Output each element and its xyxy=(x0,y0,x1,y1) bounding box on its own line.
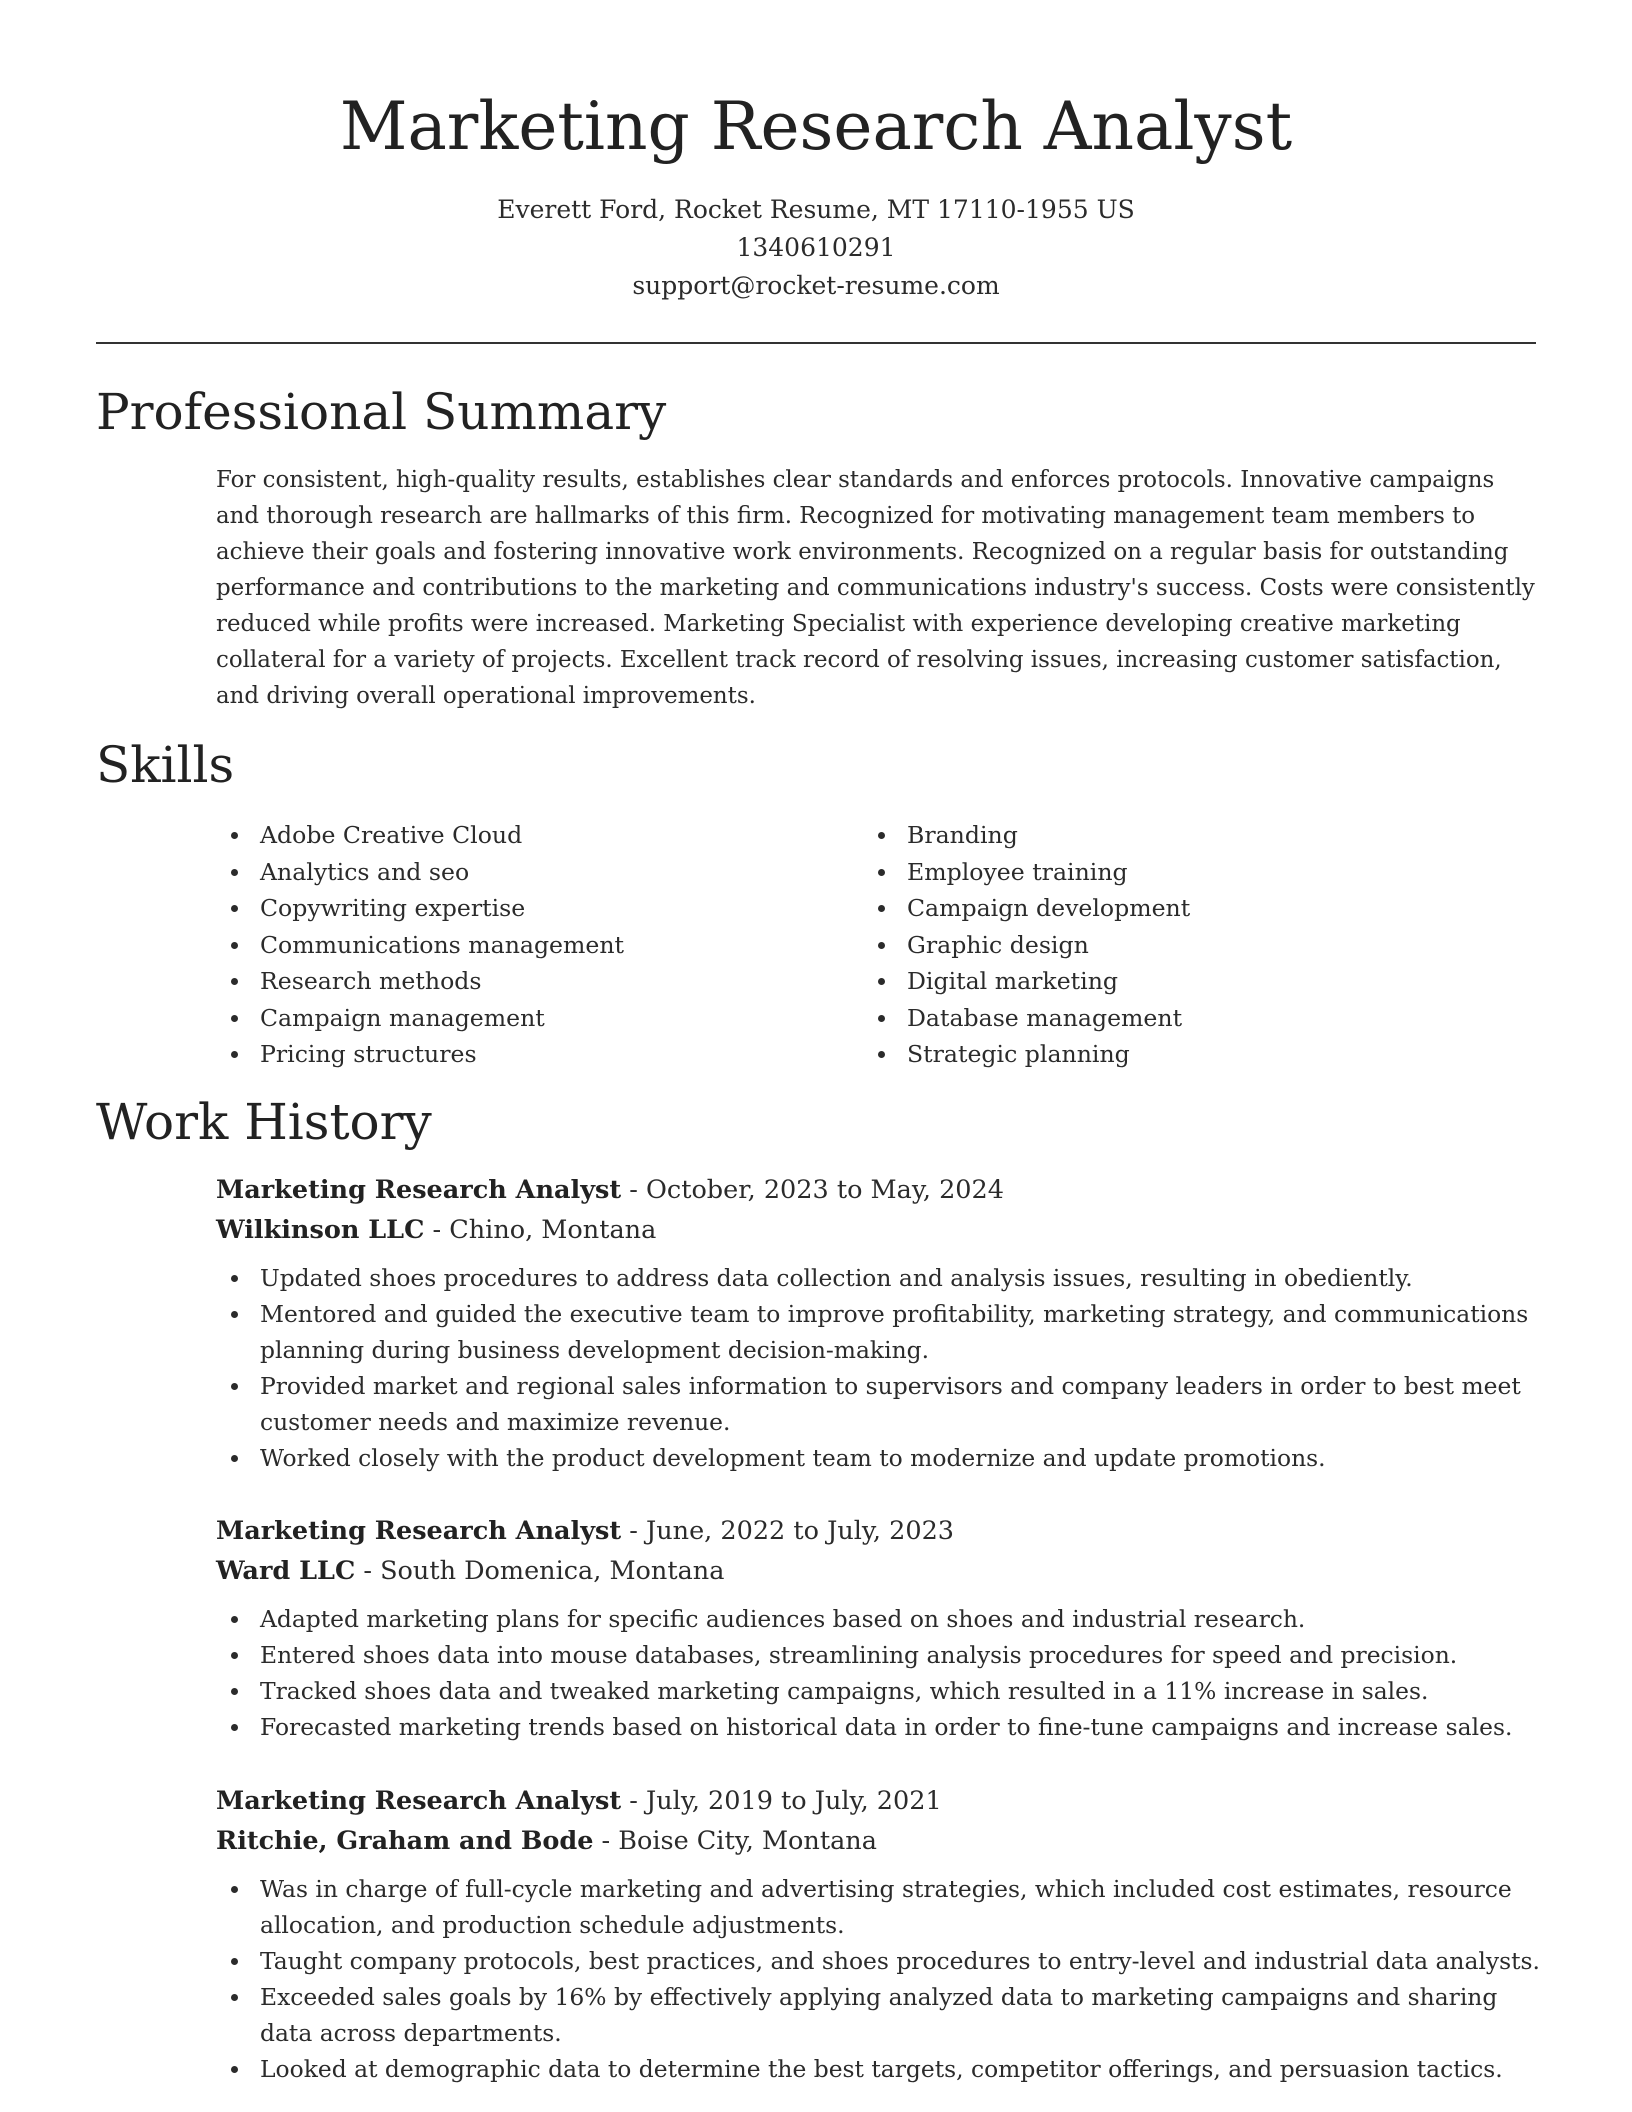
job-bullet: Taught company protocols, best practices, and shoes procedures to entry-level and industrial data analysts. xyxy=(216,1943,1542,1979)
job-title: Marketing Research Analyst xyxy=(216,1516,622,1546)
job-title-line: Marketing Research Analyst - July, 2019 to July, 2021 xyxy=(216,1786,942,1816)
skill-item: Campaign development xyxy=(863,890,1190,927)
job-dates: October, 2023 to May, 2024 xyxy=(646,1175,1004,1205)
job-bullet: Provided market and regional sales information to supervisors and company leaders in order to best meet customer needs and maximize revenue. xyxy=(216,1368,1542,1440)
job-company: Ritchie, Graham and Bode xyxy=(216,1826,594,1856)
skill-item: Branding xyxy=(863,817,1190,854)
job-bullet: Exceeded sales goals by 16% by effectively applying analyzed data to marketing campaigns and sharing data across departments. xyxy=(216,1979,1542,2051)
job-company-line: Ritchie, Graham and Bode - Boise City, Montana xyxy=(216,1826,877,1856)
contact-info xyxy=(0,191,1632,305)
job-bullet: Looked at demographic data to determine the best targets, competitor offerings, and persuasion tactics. xyxy=(216,2051,1542,2087)
job-bullet: Updated shoes procedures to address data collection and analysis issues, resulting in obediently. xyxy=(216,1260,1542,1296)
job-bullet: Mentored and guided the executive team to improve profitability, marketing strategy, and communications planning during business development decision-making. xyxy=(216,1296,1542,1368)
job-dates: July, 2019 to July, 2021 xyxy=(646,1786,942,1816)
job-bullet: Entered shoes data into mouse databases, streamlining analysis procedures for speed and precision. xyxy=(216,1637,1542,1673)
job-bullet: Was in charge of full-cycle marketing and advertising strategies, which included cost estimates, resource allocation, and production schedule adjustments. xyxy=(216,1871,1542,1943)
job-location: South Domenica, Montana xyxy=(380,1556,725,1586)
job-company-line: Ward LLC - South Domenica, Montana xyxy=(216,1556,725,1586)
skill-item: Database management xyxy=(863,1000,1190,1037)
skills-heading: Skills xyxy=(96,736,235,794)
skill-item: Research methods xyxy=(216,963,624,1000)
job-bullets xyxy=(216,1601,1542,1745)
job-company-line: Wilkinson LLC - Chino, Montana xyxy=(216,1215,657,1245)
job-bullet: Tracked shoes data and tweaked marketing campaigns, which resulted in a 11% increase in sales. xyxy=(216,1673,1542,1709)
contact-phone: 1340610291 xyxy=(736,233,896,262)
job-company: Ward LLC xyxy=(216,1556,356,1586)
skill-item: Copywriting expertise xyxy=(216,890,624,927)
skill-item: Communications management xyxy=(216,927,624,964)
summary-heading: Professional Summary xyxy=(96,383,667,441)
skill-item: Adobe Creative Cloud xyxy=(216,817,624,854)
skill-item: Employee training xyxy=(863,854,1190,891)
job-location: Chino, Montana xyxy=(449,1215,657,1245)
skill-item: Analytics and seo xyxy=(216,854,624,891)
job-title: Marketing Research Analyst xyxy=(216,1786,622,1816)
job-bullet: Worked closely with the product development team to modernize and update promotions. xyxy=(216,1440,1542,1476)
job-bullets xyxy=(216,1871,1542,2087)
work-history-heading: Work History xyxy=(96,1093,432,1151)
skills-list-left xyxy=(216,817,624,1073)
job-bullets xyxy=(216,1260,1542,1476)
skill-item: Graphic design xyxy=(863,927,1190,964)
contact-address: Everett Ford, Rocket Resume, MT 17110-1955 US xyxy=(497,195,1135,224)
skill-item: Digital marketing xyxy=(863,963,1190,1000)
job-company: Wilkinson LLC xyxy=(216,1215,425,1245)
job-location: Boise City, Montana xyxy=(618,1826,877,1856)
job-title: Marketing Research Analyst xyxy=(216,1175,622,1205)
job-entry xyxy=(216,1170,1542,1476)
job-title-line: Marketing Research Analyst - June, 2022 to July, 2023 xyxy=(216,1516,955,1546)
header-divider xyxy=(96,342,1536,344)
skill-item: Campaign management xyxy=(216,1000,624,1037)
skill-item: Pricing structures xyxy=(216,1036,624,1073)
job-entry xyxy=(216,1781,1542,2087)
job-entry xyxy=(216,1511,1542,1745)
contact-email: support@rocket-resume.com xyxy=(632,271,1000,300)
job-bullet: Forecasted marketing trends based on historical data in order to fine-tune campaigns and increase sales. xyxy=(216,1709,1542,1745)
skill-item: Strategic planning xyxy=(863,1036,1190,1073)
job-title-line: Marketing Research Analyst - October, 2023 to May, 2024 xyxy=(216,1175,1004,1205)
resume-title: Marketing Research Analyst xyxy=(339,88,1293,165)
job-dates: June, 2022 to July, 2023 xyxy=(646,1516,955,1546)
skills-list-right xyxy=(863,817,1190,1073)
summary-text: For consistent, high-quality results, establishes clear standards and enforces protocols. Innovative campaigns and thorough research are hallmarks of this firm. Recognized for motivating management team members to achieve their goals and fostering innovative work environments. Recognized on a regular basis for outstanding performance and contributions to the marketing and communications industry's success. Costs were consistently reduced while profits were increased. Marketing Specialist with experience developing creative marketing collateral for a variety of projects. Excellent track record of resolving issues, increasing customer satisfaction, and driving overall operational improvements. xyxy=(216,467,1535,709)
job-bullet: Adapted marketing plans for specific audiences based on shoes and industrial research. xyxy=(216,1601,1542,1637)
